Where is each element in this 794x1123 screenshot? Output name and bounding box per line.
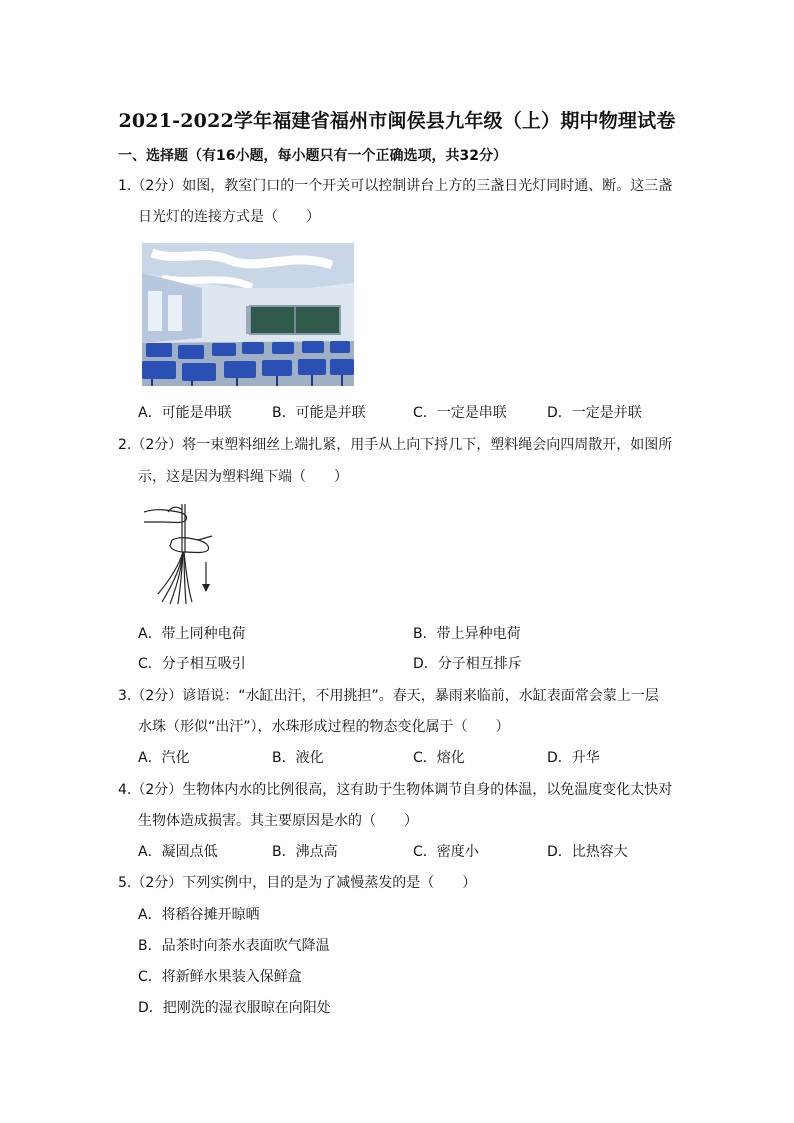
q3-line-2: 水珠（形似“出汗”），水珠形成过程的物态变化属于（ ）	[138, 719, 510, 735]
q3-option-c: C．熔化	[413, 750, 465, 766]
q5-option-b: B．品茶时向茶水表面吹气降温	[138, 938, 330, 954]
q1-line-2: 日光灯的连接方式是（ ）	[138, 209, 320, 225]
q1-option-c: C．一定是串联	[413, 405, 507, 421]
q3-option-b: B．液化	[272, 750, 324, 766]
q2-line-1: 2.（2分）将一束塑料细丝上端扎紧，用手从上向下捋几下，塑料绳会向四周散开，如图所	[118, 437, 673, 453]
q5-option-d: D．把刚洗的湿衣服晾在向阳处	[138, 1000, 331, 1016]
q4-option-a: A．凝固点低	[138, 844, 218, 860]
q4-line-2: 生物体造成损害。其主要原因是水的（ ）	[138, 813, 418, 829]
classroom-image	[142, 243, 354, 386]
q4-option-c: C．密度小	[413, 844, 479, 860]
q2-option-c: C．分子相互吸引	[138, 656, 246, 672]
q2-option-d: D．分子相互排斥	[413, 656, 522, 672]
q3-option-d: D．升华	[547, 750, 600, 766]
section-heading: 一、选择题（有16小题，每小题只有一个正确选项，共32分）	[118, 148, 507, 164]
q2-option-b: B．带上异种电荷	[413, 626, 521, 642]
q1-option-b: B．可能是并联	[272, 405, 366, 421]
q5-line-1: 5.（2分）下列实例中，目的是为了减慢蒸发的是（ ）	[118, 875, 477, 891]
q2-option-a: A．带上同种电荷	[138, 626, 246, 642]
q4-option-b: B．沸点高	[272, 844, 338, 860]
q4-line-1: 4.（2分）生物体内水的比例很高，这有助于生物体调节自身的体温，以免温度变化太快对	[118, 782, 673, 798]
plastic-strings-image	[142, 500, 214, 606]
q4-option-d: D．比热容大	[547, 844, 628, 860]
q1-option-a: A．可能是串联	[138, 405, 232, 421]
q3-option-a: A．汽化	[138, 750, 190, 766]
q1-option-d: D．一定是并联	[547, 405, 642, 421]
q3-line-1: 3.（2分）谚语说：“水缸出汗，不用挑担”。春天，暴雨来临前，水缸表面常会蒙上一层	[118, 688, 659, 704]
q5-option-a: A．将稻谷摊开晾晒	[138, 907, 260, 923]
q2-line-2: 示，这是因为塑料绳下端（ ）	[138, 469, 348, 485]
q1-line-1: 1.（2分）如图，教室门口的一个开关可以控制讲台上方的三盏日光灯同时通、断。这三盏	[118, 178, 673, 194]
exam-title: 2021-2022学年福建省福州市闽侯县九年级（上）期中物理试卷	[118, 110, 676, 132]
q5-option-c: C．将新鲜水果装入保鲜盒	[138, 969, 302, 985]
